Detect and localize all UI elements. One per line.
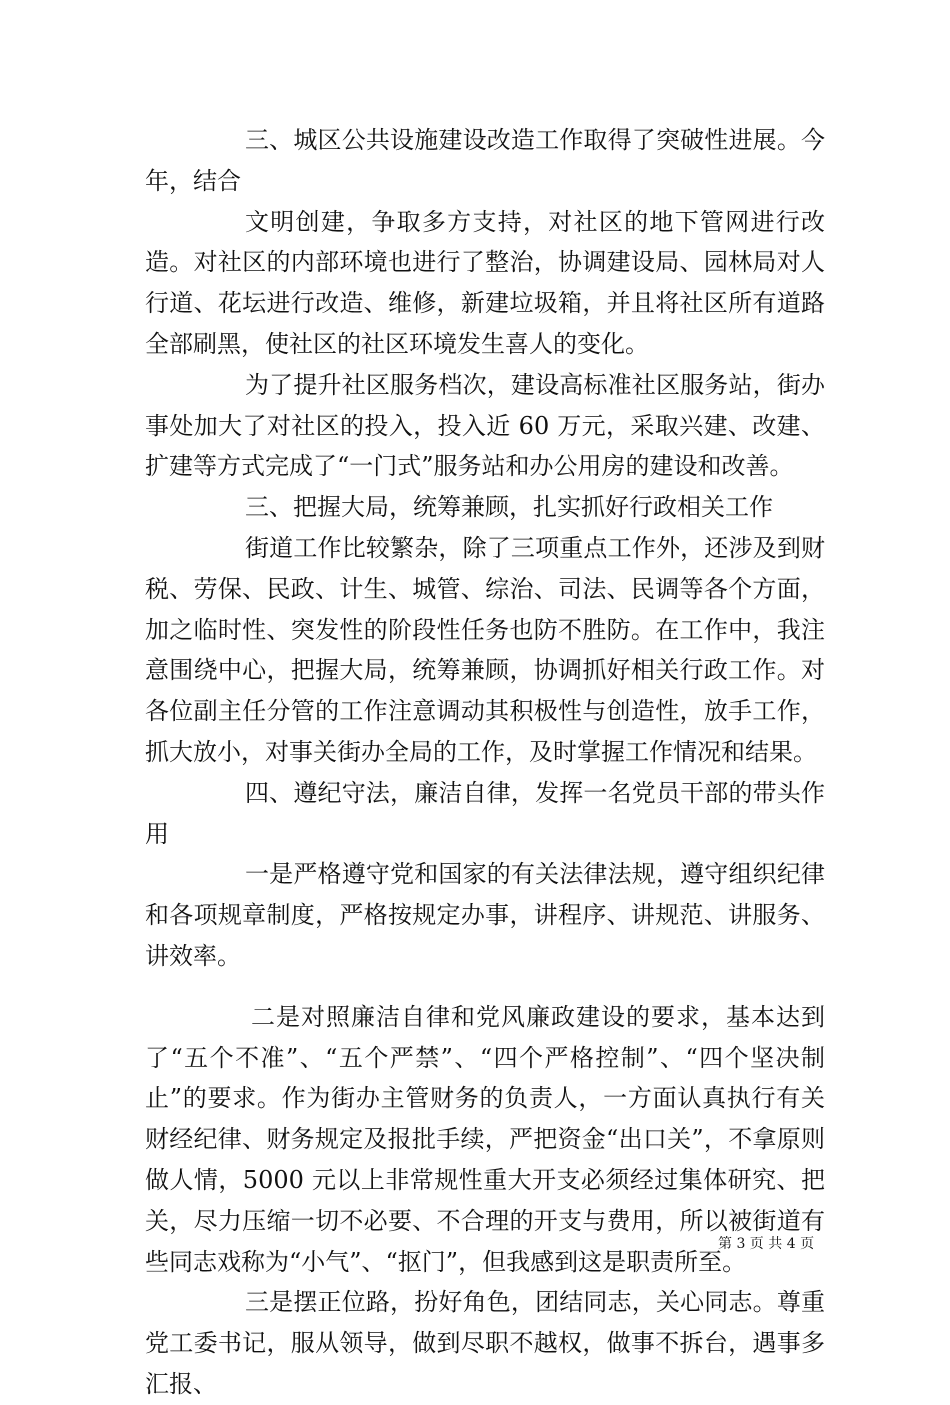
paragraph-2: 文明创建，争取多方支持，对社区的地下管网进行改造。对社区的内部环境也进行了整治，协调建设局、园林局对人行道、花坛进行改造、维修，新建垃圾箱，并且将社区所有道路全部刷黑，使社区的社区环境发生喜人的变化。 bbox=[145, 207, 825, 358]
paragraph-3: 为了提升社区服务档次，建设高标准社区服务站，街办事处加大了对社区的投入，投入近 60 万元，采取兴建、改建、扩建等方式完成了“一门式”服务站和办公用房的建设和改善。 bbox=[145, 370, 825, 481]
paragraph-9: 三是摆正位路，扮好角色，团结同志，关心同志。尊重党工委书记，服从领导，做到尽职不越权，做事不拆台，遇事多汇报、 bbox=[145, 1288, 825, 1398]
page-number-footer: 第 3 页 共 4 页 bbox=[718, 1236, 815, 1252]
section-heading-3: 三、把握大局，统筹兼顾，扎实抓好行政相关工作 bbox=[245, 493, 773, 522]
document-body bbox=[145, 120, 825, 1405]
paragraph-1: 三、城区公共设施建设改造工作取得了突破性进展。今年，结合 bbox=[145, 126, 825, 195]
paragraph-5: 街道工作比较繁杂，除了三项重点工作外，还涉及到财税、劳保、民政、计生、城管、综治、司法、民调等各个方面，加之临时性、突发性的阶段性任务也防不胜防。在工作中，我注意围绕中心，把握大局，统筹兼顾，协调抓好相关行政工作。对各位副主任分管的工作注意调动其积极性与创造性，放手工作，抓大放小，对事关街办全局的工作，及时掌握工作情况和结果。 bbox=[145, 533, 825, 766]
section-heading-4: 四、遵纪守法，廉洁自律，发挥一名党员干部的带头作用 bbox=[145, 778, 825, 848]
paragraph-7: 一是严格遵守党和国家的有关法律法规，遵守组织纪律和各项规章制度，严格按规定办事，讲程序、讲规范、讲服务、讲效率。 bbox=[145, 860, 825, 970]
paragraph-8: 二是对照廉洁自律和党风廉政建设的要求，基本达到了“五个不准”、“五个严禁”、“四个严格控制”、“四个坚决制止”的要求。作为街办主管财务的负责人，一方面认真执行有关财经纪律、财务规定及报批手续，严把资金“出口关”，不拿原则做人情，5000 元以上非常规性重大开支必须经过集体研究、把关，尽力压缩一切不必要、不合理的开支与费用，所以被街道有些同志戏称为“小气”、“抠门”，但我感到这是职责所至。 bbox=[145, 1002, 825, 1276]
